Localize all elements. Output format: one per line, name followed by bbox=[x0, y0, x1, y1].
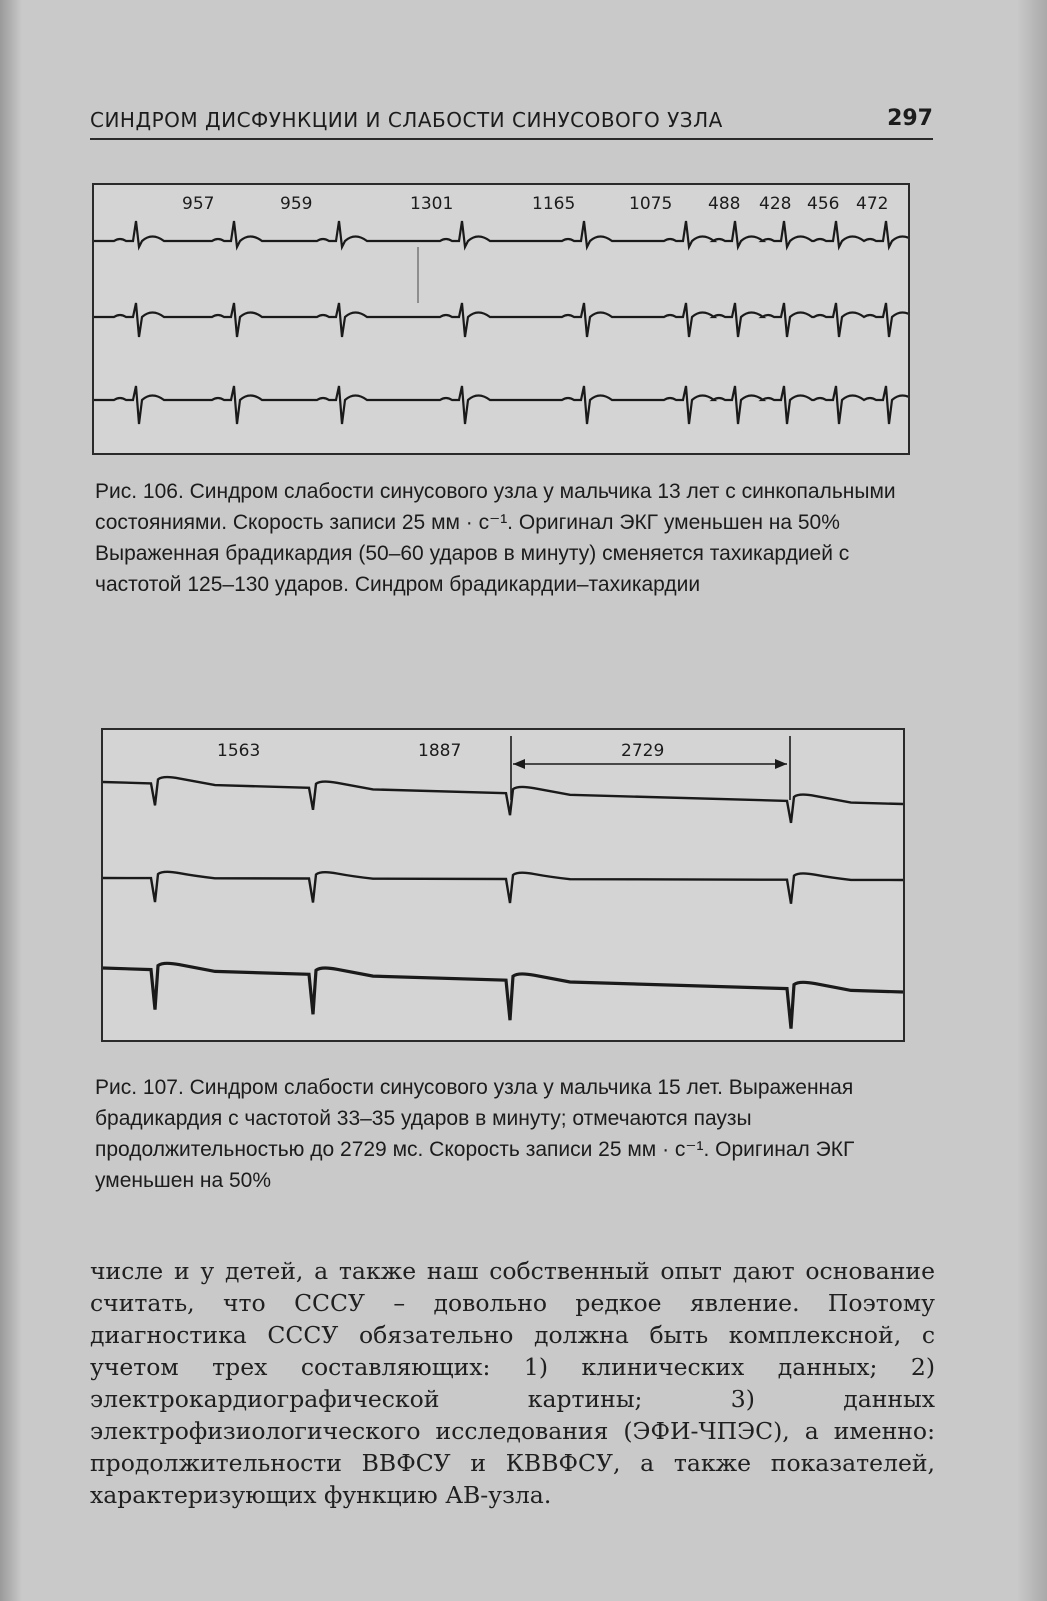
scan-shadow-left bbox=[0, 0, 22, 1601]
page-number: 297 bbox=[887, 106, 933, 131]
ecg-107-lead-1 bbox=[103, 777, 903, 823]
interval-label-106: 1301 bbox=[410, 194, 454, 214]
pause-arrowhead-left bbox=[513, 759, 525, 769]
figure-106-caption bbox=[95, 476, 935, 600]
ecg-107-interval-labels bbox=[217, 736, 790, 800]
ecg-figure-107 bbox=[101, 728, 905, 1042]
interval-label-107: 1563 bbox=[217, 741, 261, 761]
ecg-106-lead-2 bbox=[94, 303, 908, 337]
figure-107-caption-text: Рис. 107. Синдром слабости синусового узла у мальчика 15 лет. Выраженная брадикардия с частотой 33–35 ударов в минуту; отмечаются паузы продолжительностью до 2729 мс. Скорость записи 25 мм · с⁻¹. Оригинал ЭКГ уменьшен на 50% bbox=[95, 1076, 855, 1192]
interval-label-106: 456 bbox=[807, 194, 840, 214]
interval-label-107: 1887 bbox=[418, 741, 462, 761]
ecg-107-lead-2 bbox=[103, 872, 903, 904]
interval-label-106: 959 bbox=[280, 194, 313, 214]
interval-label-106: 472 bbox=[856, 194, 889, 214]
ecg-107-traces bbox=[103, 777, 903, 1028]
ecg-106-traces bbox=[94, 221, 908, 424]
running-header bbox=[90, 104, 933, 140]
interval-label-106: 428 bbox=[759, 194, 792, 214]
ecg-107-lead-3 bbox=[103, 963, 903, 1028]
body-paragraph: числе и у детей, а также наш собственный опыт дают основание считать, что СССУ – довольно редкое явление. Поэтому диагностика СССУ обязательно должна быть комплексной, с учетом трех составляющих: 1) клинических данных; 2) электрокардиографической картины; 3) данных электрофизиологического исследования (ЭФИ-ЧПЭС), а именно: продолжительности ВВФСУ и КВВФСУ, а также показателей, характеризующих функцию АВ-узла. bbox=[90, 1257, 935, 1509]
figure-107-caption bbox=[95, 1072, 935, 1196]
ecg-106-lead-1 bbox=[94, 221, 908, 247]
interval-label-106: 1165 bbox=[532, 194, 576, 214]
figure-106-caption-title: Рис. 106. Синдром слабости синусового узла у мальчика 13 лет с синкопальными состояниями. Скорость записи 25 мм · с⁻¹. Оригинал ЭКГ уменьшен на 50% bbox=[95, 480, 896, 534]
figure-106-caption-text: Выраженная брадикардия (50–60 ударов в минуту) сменяется тахикардией с частотой 125–130 ударов. Синдром брадикардии–тахикардии bbox=[95, 542, 850, 596]
interval-label-106: 488 bbox=[708, 194, 741, 214]
interval-label-106: 957 bbox=[182, 194, 215, 214]
scan-shadow-right bbox=[1017, 0, 1047, 1601]
interval-label-106: 1075 bbox=[629, 194, 673, 214]
ecg-figure-106 bbox=[92, 183, 910, 455]
interval-label-107: 2729 bbox=[621, 741, 665, 761]
running-title: СИНДРОМ ДИСФУНКЦИИ И СЛАБОСТИ СИНУСОВОГО УЗЛА bbox=[90, 108, 723, 132]
ecg-106-interval-labels bbox=[182, 194, 888, 214]
pause-arrowhead-right bbox=[775, 759, 787, 769]
ecg-107-svg bbox=[103, 730, 903, 1040]
ecg-106-svg bbox=[94, 185, 908, 453]
ecg-106-lead-3 bbox=[94, 386, 908, 424]
body-text bbox=[90, 1255, 935, 1511]
